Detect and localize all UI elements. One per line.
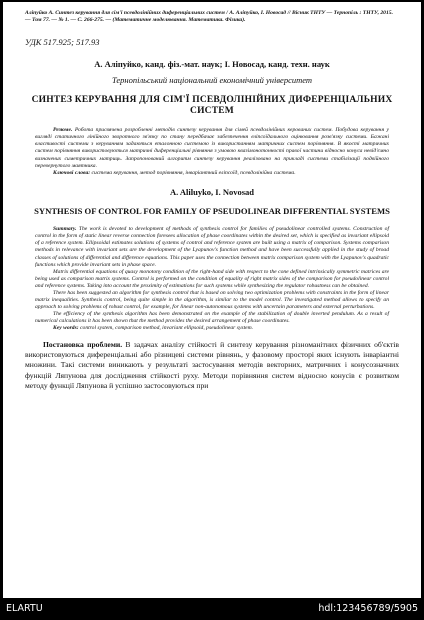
abstract-ua-label: Резюме. [53, 127, 73, 134]
body-paragraph [25, 340, 399, 391]
title-ua: СИНТЕЗ КЕРУВАННЯ ДЛЯ СІМ'Ї ПСЕВДОЛІНІЙНИХ ДИФЕРЕНЦІАЛЬНИХ СИСТЕМ [31, 95, 393, 117]
citation-header: Аліпуйко А. Синтез керування для сім'ї псевдолінійних диференціальних систем / А. Аліпуйко, І. Новосад // Вісник ТНТУ — Тернопіль : ТНТУ, 2015. — Том 77. — № 1. — С. 266-275. — (Математичне моделювання. Математика. Фізика). [25, 10, 393, 23]
abstract-en-p1 [25, 226, 399, 268]
keywords-en [25, 325, 399, 332]
abstract-ua [25, 127, 399, 170]
keywords-ua-label: Ключові слова: [53, 169, 91, 176]
keywords-ua [25, 170, 399, 177]
repository-name: ELARTU [6, 603, 43, 614]
authors-en: A. Aliluyko, I. Novosad [169, 186, 255, 197]
abstract-en-p1-text: The work is devoted to development of methods of synthesis control for families of pseudolinear controlled systems. Construction of control in the form of static linear reverse connection foresees allocation of phase coordinates within the desired set, which is specified as invariant ellipsoid of a reference system. Ellipsoidal estimates solutions of systems of control and reference system are built using a matrix of comparison. Systems comparison methods in relevance with invariant sets are the development of the Lyapunov's function method and have been successfully applied in the study of broad classes of solutions of differential and difference equations. This paper uses the connection between matrix comparison system with the Lyapunov's quadratic functions which provide invariant sets in phase space. [35, 226, 389, 268]
abstract-en-label: Summary. [53, 226, 77, 233]
abstract-en-p2: Matrix differential equations of quasy monotony condition of the right-hand side with respect to the cone defined intrinsically symmetric matrices are being used as comparison matrix systems. Control is performed on the condition of equality of right matrix sides of the comparison for pseudolinear control and reference systems. Taking into account the proximity of estimations for such systems while synthesizing the regulator robustness can be obtained. [35, 268, 389, 289]
footer-bar [0, 598, 424, 620]
title-en: SYNTHESIS OF CONTROL FOR FAMILY OF PSEUDOLINEAR DIFFERENTIAL SYSTEMS [34, 205, 390, 216]
keywords-ua-text: система керування, метод порівняння, інваріантний еліпсоїд, псевдолінійна система. [91, 169, 296, 176]
abstract-ua-text: Робота присвячена розробленні методів синтезу керування для сімей псевдолінійних керованих систем. Побудова керування у вигляді статичного лінійного зворотного зв'язку по стану передбачає забезпечення еліпсоїдального оцінювання розв'язку системи. Бажані властивості системи з керуванням задаються еталонною системою із використанням матричних систем порівняння. В якості матричних систем порівняння використовуються матричні диференціальні рівняння з умовою квазімонотонності правої частини відносно конуса невід'ємно визначених симетричних матриць. Запропонований алгоритм синтезу керування реалізовано на прикладі системи стабілізації подвійного перевернутого маятника. [35, 127, 389, 169]
keywords-en-label: Key words: [53, 325, 79, 331]
document-page [3, 2, 421, 598]
affiliation: Тернопільський національний економічний університет [111, 75, 313, 86]
authors-ua: А. Аліпуйко, канд. фіз.-мат. наук; І. Новосад, канд. техн. наук [94, 59, 330, 70]
abstract-en-p3: There has been suggested an algorithm for synthesis control that is based on solving two optimization problems with constraints in the form of linear matrix inequalities. Synthesis control, being quite simple in the algorithm, is similar to the model control. The investigated method allows to specify an approach to solving problems of robust control, for example, for linear non-autonomous systems with uncertain parameters and external perturbations. [35, 289, 389, 310]
handle-id: hdl:123456789/5905 [318, 603, 418, 614]
section-heading: Постановка проблеми. [43, 340, 123, 350]
keywords-en-text: control system, comparison method, invariant ellipsoid, pseudolinear system. [80, 325, 254, 331]
body-text: В задачах аналізу стійкості й синтезу керування різноманітних фізичних об'єктів використовуються диференціальні або різницеві системи рівнянь, у фазовому просторі яких існують інваріантні множини. Такі системи виникають у результаті застосування методів векторних, матричних і конусозначних функцій Ляпунова для дослідження стійкості руху. Методи порівняння систем відносно конусів є розвитком методу функції Ляпунова й успішно застосовуються при [25, 340, 399, 390]
udk-code: УДК 517.925; 517.93 [25, 37, 100, 48]
abstract-en-p4: The efficiency of the synthesis algorithm has been demonstrated on the example of the stabilization of double inverted pendulum. As a result of numerical calculations it has been shown that the method provides the desired arrangement of phase coordinates. [35, 310, 389, 324]
